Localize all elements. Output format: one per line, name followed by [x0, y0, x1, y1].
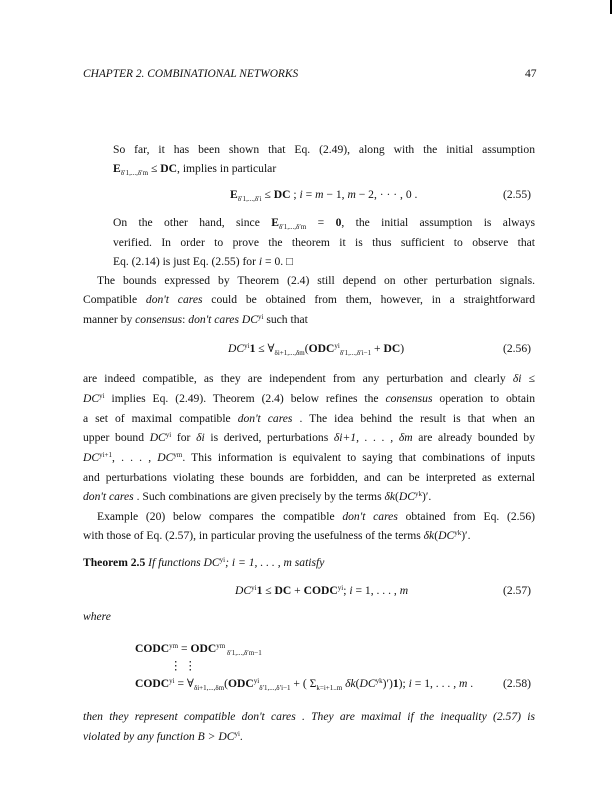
text-segment: ; i = 1, . . . , m satisfy — [225, 556, 325, 569]
text-segment: violated by any function B > DC — [83, 730, 235, 743]
equation-eq-dots — [170, 659, 196, 673]
text-segment: yi — [169, 677, 175, 685]
equation-eq-codc-m — [135, 642, 262, 656]
text-line-p2-1 — [97, 274, 535, 288]
text-segment: 1 — [256, 584, 263, 597]
text-segment: upper bound — [83, 431, 150, 444]
text-segment: yi — [257, 313, 264, 321]
equation-eq-2-55 — [230, 188, 417, 202]
text-segment: verified. In order to prove the theorem it is thus sufficient to observe that — [113, 236, 535, 249]
text-segment: δk — [423, 529, 435, 542]
text-segment: 1 — [249, 342, 256, 355]
text-segment: manner by — [83, 313, 136, 326]
text-segment: δ′1,...,δ′m — [120, 169, 149, 177]
text-segment: Eq. (2.14) is just Eq. (2.55) for — [113, 255, 259, 268]
text-segment: yk — [375, 677, 383, 685]
equation-number: (2.58) — [503, 677, 532, 690]
text-segment: = 0. □ — [262, 255, 294, 268]
text-segment: δi+1, . . . , δm — [333, 431, 413, 444]
text-segment: ); — [398, 677, 409, 690]
text-segment: = 1, . . . , — [352, 584, 400, 597]
text-line-thm-2 — [83, 710, 535, 724]
text-segment: ≤ — [521, 372, 535, 385]
text-segment: ODC — [228, 677, 254, 690]
equation-eq-2-58 — [135, 677, 473, 691]
text-segment: : — [182, 313, 189, 326]
page-number: 47 — [525, 67, 537, 80]
text-segment: δ′1,...,δ′i — [237, 195, 262, 203]
text-segment: δi — [196, 431, 205, 444]
text-segment: ) — [400, 342, 405, 355]
text-segment: E — [113, 162, 121, 175]
text-segment: . The idea behind the result is that when an — [292, 412, 535, 425]
text-segment: δ′1,...,δ′i−1 — [259, 684, 291, 692]
text-segment: ≤ — [148, 162, 161, 175]
text-segment: yi — [334, 342, 340, 350]
text-segment: δi+1,...,δm — [193, 684, 225, 692]
text-segment: ym — [173, 451, 183, 459]
text-line-thm-where — [83, 610, 111, 624]
text-line-p2-3 — [83, 313, 308, 327]
text-segment: is derived, perturbations — [204, 431, 334, 444]
text-segment: yi — [337, 584, 344, 592]
text-segment: Theorem 2.5 — [83, 556, 146, 569]
text-line-p1-5 — [113, 255, 293, 269]
text-segment: m — [347, 188, 356, 201]
text-segment: then they represent compatible don't cares . They are maximal if the inequality (2.57) is — [83, 710, 535, 723]
text-segment: = 1, . . . , — [411, 677, 459, 690]
equation-number: (2.55) — [503, 188, 532, 201]
text-segment: + — [371, 342, 384, 355]
text-segment: ( — [304, 342, 309, 355]
text-segment: could be obtained from them, however, in a straightforward — [202, 293, 536, 306]
text-segment: δk — [342, 677, 356, 690]
text-segment: ( — [395, 490, 399, 503]
text-segment: DC — [273, 188, 291, 201]
text-line-p3-7 — [83, 490, 431, 504]
text-line-p2-2 — [83, 293, 535, 307]
text-line-thm-1 — [83, 556, 324, 570]
text-segment: = ∀ — [174, 677, 194, 690]
text-segment: δ′1,...,δ′m−1 — [225, 649, 262, 657]
text-segment: = — [178, 642, 191, 655]
text-segment: k=i+1..m — [316, 684, 343, 692]
text-segment: DC — [235, 584, 252, 597]
text-segment: yk — [454, 529, 462, 537]
text-segment: i — [258, 255, 263, 268]
text-segment: consensus — [385, 392, 433, 405]
text-segment: DC — [383, 342, 401, 355]
text-segment: yi — [234, 730, 240, 738]
text-segment: with those of Eq. (2.57), in particular proving the usefulness of the terms — [83, 529, 424, 542]
text-segment: are indeed compatible, as they are independent from any perturbation and clearly — [83, 372, 513, 385]
text-segment: , implies in particular — [177, 162, 277, 175]
text-segment: So far, it has been shown that Eq. (2.49), along with the initial assumption — [113, 143, 535, 156]
text-segment: DC — [274, 584, 292, 597]
text-segment: . — [239, 730, 243, 743]
text-line-p4-2 — [83, 529, 470, 543]
text-segment: CODC — [135, 677, 170, 690]
text-segment: ⋮ ⋮ — [170, 659, 197, 672]
text-segment: . This information is equivalent to saying that combinations of inputs — [182, 451, 535, 464]
text-segment: )′) — [382, 677, 393, 690]
text-segment: implies Eq. (2.49). Theorem (2.4) below refines the — [104, 392, 386, 405]
text-segment: DC — [160, 162, 178, 175]
text-segment: δi — [512, 372, 522, 385]
equation-number: (2.57) — [503, 584, 532, 597]
text-segment: yi+1 — [99, 451, 113, 459]
text-segment: E — [230, 188, 238, 201]
text-segment: + ( Σ — [290, 677, 317, 690]
text-segment: i — [349, 584, 353, 597]
text-segment: CODC — [135, 642, 170, 655]
running-header: CHAPTER 2. COMBINATIONAL NETWORKS — [83, 68, 299, 80]
text-segment: for — [171, 431, 197, 444]
text-segment: don't cares DC — [188, 313, 258, 326]
text-segment: don't cares — [83, 490, 134, 503]
text-line-p1-1 — [113, 143, 535, 157]
text-line-p3-4 — [83, 431, 535, 445]
text-segment: ; — [290, 188, 300, 201]
text-segment: DC — [438, 529, 455, 542]
text-line-p3-3 — [83, 412, 535, 426]
text-segment: m — [399, 584, 409, 597]
text-segment: where — [83, 610, 111, 623]
text-segment: E — [271, 216, 279, 229]
text-segment: CODC — [303, 584, 338, 597]
text-segment: don't cares — [342, 510, 398, 523]
text-segment: yi — [251, 584, 257, 592]
text-segment: ( — [224, 677, 228, 690]
text-segment: yk — [415, 490, 423, 498]
text-segment: m — [459, 677, 468, 690]
text-segment: don't cares — [237, 412, 293, 425]
text-segment: ≤ ∀ — [255, 342, 275, 355]
text-segment: )′. — [461, 529, 471, 542]
text-line-p3-2 — [83, 392, 535, 406]
text-line-p3-1 — [83, 372, 535, 386]
text-segment: don't cares — [145, 293, 203, 306]
text-segment: DC — [83, 451, 100, 464]
text-segment: DC — [149, 431, 166, 444]
text-segment: DC — [83, 392, 100, 405]
text-line-p1-3 — [113, 216, 535, 230]
text-segment: DC — [228, 342, 245, 355]
text-segment: ≤ — [261, 188, 274, 201]
text-segment: obtained from Eq. (2.56) — [397, 510, 536, 523]
text-segment: yi — [165, 431, 172, 439]
text-segment: = — [306, 216, 336, 229]
text-line-thm-3 — [83, 730, 243, 744]
text-segment: yi — [253, 677, 260, 685]
text-segment: − 1, — [323, 188, 348, 201]
text-line-p1-2 — [113, 162, 276, 176]
equation-eq-2-56 — [228, 342, 404, 356]
text-segment: ym — [169, 642, 179, 650]
text-line-p3-5 — [83, 451, 535, 465]
text-segment: operation to obtain — [432, 392, 535, 405]
text-segment: + — [291, 584, 304, 597]
text-segment: DC — [359, 677, 376, 690]
text-segment: Example (20) below compares the compatible — [97, 510, 343, 523]
text-segment: ODC — [308, 342, 335, 355]
text-segment: δ′1,...,δ′i−1 — [339, 349, 372, 357]
text-segment: , the initial assumption is always — [341, 216, 535, 229]
text-segment: 1 — [392, 677, 399, 690]
text-segment: ( — [355, 677, 360, 690]
text-line-p3-6 — [83, 471, 535, 485]
text-segment: On the other hand, since — [113, 216, 272, 229]
text-segment: m — [315, 188, 324, 201]
equation-eq-2-57 — [235, 584, 408, 598]
text-segment: such that — [263, 313, 308, 326]
text-segment: consensus — [135, 313, 183, 326]
equation-number: (2.56) — [503, 342, 532, 355]
text-segment: ; — [343, 584, 350, 597]
text-segment: and perturbations violating these bounds are forbidden, and can be interpreted as external — [83, 471, 535, 484]
text-segment: 0 — [335, 216, 342, 229]
text-segment: , . . . , — [112, 451, 158, 464]
text-line-p4-1 — [97, 510, 535, 524]
text-segment: yi — [219, 556, 226, 564]
text-segment: ( — [434, 529, 439, 542]
text-segment: ODC — [190, 642, 217, 655]
text-segment: i — [299, 188, 303, 201]
text-segment: )′. — [422, 490, 432, 503]
text-segment: yi — [99, 392, 105, 400]
text-segment: Compatible — [83, 293, 146, 306]
text-segment: a set of maximal compatible — [83, 412, 238, 425]
text-segment: δi+1,...,δm — [274, 349, 305, 357]
text-segment: ym — [216, 642, 226, 650]
text-segment: δk — [384, 490, 396, 503]
text-segment: . — [467, 677, 474, 690]
text-segment: The bounds expressed by Theorem (2.4) still depend on other perturbation signals. — [97, 274, 535, 287]
text-segment: . Such combinations are given precisely by the terms — [133, 490, 385, 503]
text-segment: are already bounded by — [412, 431, 535, 444]
text-line-p1-4 — [113, 236, 535, 250]
text-segment: If functions DC — [145, 556, 220, 569]
text-segment: − 2, · · · , 0 . — [355, 188, 418, 201]
text-segment: = — [302, 188, 316, 201]
text-segment: δ′1,...,δ′m — [278, 223, 307, 231]
text-segment: ≤ — [262, 584, 275, 597]
text-segment: yi — [244, 342, 250, 350]
text-segment: i — [408, 677, 412, 690]
text-segment: DC — [157, 451, 174, 464]
text-segment: DC — [398, 490, 416, 503]
